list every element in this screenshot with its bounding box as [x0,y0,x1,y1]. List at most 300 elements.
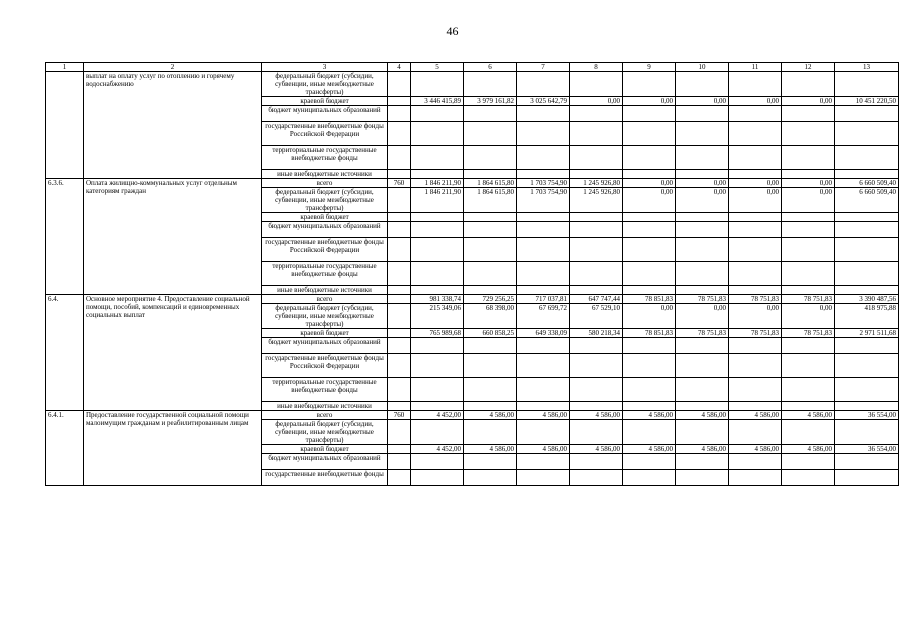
value-cell [835,213,899,222]
grbs-code [388,106,411,122]
value-cell: 4 586,00 [782,411,835,420]
value-cell [729,238,782,262]
value-cell [570,454,623,470]
value-cell [782,378,835,402]
value-cell [623,402,676,411]
value-cell: 1 864 615,80 [464,188,517,213]
value-cell: 0,00 [676,179,729,188]
value-cell [623,238,676,262]
grbs-code [388,238,411,262]
value-cell [782,106,835,122]
value-cell [411,402,464,411]
row-name: Предоставление государственной социальной помощи малоимущим гражданам и реабилитированным лицам [84,411,262,486]
value-cell [676,338,729,354]
value-cell [729,338,782,354]
value-cell [464,146,517,170]
funding-source: бюджет муниципальных образований [262,222,388,238]
value-cell [623,122,676,146]
funding-source: иные внебюджетные источники [262,286,388,295]
row-name: Основное мероприятие 4. Предоставление социальной помощи, пособий, компенсаций и единовременных социальных выплат [84,295,262,411]
value-cell [623,470,676,486]
value-cell: 4 586,00 [570,445,623,454]
value-cell [517,222,570,238]
grbs-code [388,286,411,295]
value-cell [782,122,835,146]
value-cell: 6 660 509,40 [835,179,899,188]
value-cell [570,222,623,238]
grbs-code [388,122,411,146]
grbs-code [388,378,411,402]
value-cell: 0,00 [729,304,782,329]
value-cell [782,146,835,170]
value-cell [835,222,899,238]
table-body [46,63,899,486]
grbs-code: 760 [388,411,411,420]
table-row [46,179,899,188]
value-cell [782,354,835,378]
value-cell: 0,00 [729,179,782,188]
value-cell [464,106,517,122]
value-cell [464,338,517,354]
funding-source: иные внебюджетные источники [262,402,388,411]
value-cell [676,106,729,122]
value-cell: 660 858,25 [464,329,517,338]
funding-source: краевой бюджет [262,329,388,338]
value-cell [411,378,464,402]
value-cell: 4 586,00 [729,445,782,454]
value-cell: 4 586,00 [676,445,729,454]
value-cell [729,354,782,378]
value-cell [517,72,570,97]
value-cell [517,286,570,295]
value-cell [676,262,729,286]
column-number-row [46,63,899,72]
grbs-code [388,262,411,286]
value-cell: 418 975,88 [835,304,899,329]
value-cell: 1 846 211,90 [411,179,464,188]
value-cell [835,470,899,486]
value-cell [835,420,899,445]
value-cell: 1 703 754,90 [517,179,570,188]
funding-source: иные внебюджетные источники [262,170,388,179]
value-cell [411,170,464,179]
value-cell [464,470,517,486]
value-cell: 10 451 220,50 [835,97,899,106]
value-cell [517,402,570,411]
value-cell [570,286,623,295]
value-cell: 1 846 211,90 [411,188,464,213]
value-cell: 0,00 [782,179,835,188]
value-cell [570,420,623,445]
value-cell [411,454,464,470]
value-cell [835,72,899,97]
grbs-code [388,304,411,329]
value-cell [729,470,782,486]
value-cell: 36 554,00 [835,411,899,420]
value-cell [729,222,782,238]
value-cell [411,238,464,262]
value-cell [411,470,464,486]
value-cell [729,262,782,286]
value-cell [782,454,835,470]
value-cell [676,354,729,378]
value-cell [676,454,729,470]
value-cell: 0,00 [623,188,676,213]
value-cell [623,338,676,354]
value-cell [411,354,464,378]
value-cell: 717 037,81 [517,295,570,304]
grbs-code [388,329,411,338]
column-number: 1 [46,63,84,72]
value-cell: 729 256,25 [464,295,517,304]
funding-source: федеральный бюджет (субсидии, субвенции, иные межбюджетные трансферты) [262,304,388,329]
value-cell: 78 751,83 [676,329,729,338]
column-number: 12 [782,63,835,72]
value-cell [464,238,517,262]
value-cell: 580 218,34 [570,329,623,338]
value-cell: 4 586,00 [517,445,570,454]
value-cell: 2 971 511,68 [835,329,899,338]
value-cell: 4 586,00 [623,411,676,420]
value-cell [464,72,517,97]
funding-source: территориальные государственные внебюджетные фонды [262,378,388,402]
value-cell [782,213,835,222]
value-cell [623,170,676,179]
grbs-code [388,170,411,179]
value-cell [835,402,899,411]
value-cell [517,378,570,402]
value-cell [623,222,676,238]
value-cell: 0,00 [729,97,782,106]
value-cell [464,222,517,238]
funding-source: государственные внебюджетные фонды Российской Федерации [262,354,388,378]
value-cell [464,378,517,402]
value-cell [517,238,570,262]
value-cell [517,213,570,222]
value-cell [570,146,623,170]
value-cell [623,72,676,97]
value-cell [676,402,729,411]
column-number: 7 [517,63,570,72]
value-cell [676,222,729,238]
value-cell [517,470,570,486]
funding-source: федеральный бюджет (субсидии, субвенции, иные межбюджетные трансферты) [262,188,388,213]
value-cell [411,222,464,238]
value-cell [729,454,782,470]
value-cell [835,286,899,295]
value-cell [782,262,835,286]
funding-source: бюджет муниципальных образований [262,454,388,470]
grbs-code [388,213,411,222]
value-cell: 0,00 [782,97,835,106]
value-cell [782,170,835,179]
value-cell [729,122,782,146]
grbs-code [388,222,411,238]
value-cell [411,122,464,146]
value-cell [835,238,899,262]
grbs-code [388,338,411,354]
value-cell [676,122,729,146]
value-cell: 36 554,00 [835,445,899,454]
funding-source: краевой бюджет [262,213,388,222]
grbs-code [388,72,411,97]
column-number: 13 [835,63,899,72]
value-cell: 3 025 642,79 [517,97,570,106]
value-cell [411,146,464,170]
value-cell [411,106,464,122]
value-cell [835,122,899,146]
value-cell: 68 398,00 [464,304,517,329]
funding-source: всего [262,295,388,304]
value-cell: 0,00 [676,97,729,106]
value-cell [464,213,517,222]
funding-source: всего [262,179,388,188]
value-cell [835,378,899,402]
value-cell: 1 245 926,80 [570,188,623,213]
value-cell [517,170,570,179]
value-cell: 78 851,83 [623,329,676,338]
value-cell [570,338,623,354]
value-cell [623,286,676,295]
funding-source: бюджет муниципальных образований [262,106,388,122]
value-cell [570,170,623,179]
value-cell [835,106,899,122]
funding-source: краевой бюджет [262,97,388,106]
value-cell [835,454,899,470]
value-cell: 649 338,09 [517,329,570,338]
value-cell: 78 851,83 [623,295,676,304]
value-cell: 4 586,00 [464,411,517,420]
funding-source: федеральный бюджет (субсидии, субвенции, иные межбюджетные трансферты) [262,420,388,445]
row-name: Оплата жилищно-коммунальных услуг отдельным категориям граждан [84,179,262,295]
value-cell [782,402,835,411]
value-cell [411,420,464,445]
table-row [46,295,899,304]
value-cell [676,238,729,262]
value-cell [623,420,676,445]
value-cell: 0,00 [782,304,835,329]
value-cell [517,122,570,146]
row-code: 6.4. [46,295,84,411]
table-row [46,411,899,420]
value-cell [623,378,676,402]
value-cell [782,222,835,238]
value-cell [411,262,464,286]
value-cell [464,122,517,146]
value-cell [623,106,676,122]
value-cell [782,238,835,262]
grbs-code [388,402,411,411]
funding-source: территориальные государственные внебюджетные фонды [262,146,388,170]
column-number: 10 [676,63,729,72]
value-cell [623,213,676,222]
value-cell [517,454,570,470]
value-cell: 3 979 161,82 [464,97,517,106]
value-cell: 4 586,00 [517,411,570,420]
value-cell: 67 699,72 [517,304,570,329]
value-cell: 0,00 [623,179,676,188]
column-number: 6 [464,63,517,72]
funding-source: государственные внебюджетные фонды Российской Федерации [262,238,388,262]
value-cell [411,72,464,97]
column-number: 2 [84,63,262,72]
value-cell: 4 452,00 [411,411,464,420]
funding-source: краевой бюджет [262,445,388,454]
value-cell [676,286,729,295]
value-cell [411,213,464,222]
value-cell [623,454,676,470]
grbs-code [388,97,411,106]
value-cell: 4 586,00 [623,445,676,454]
value-cell: 4 586,00 [782,445,835,454]
grbs-code [388,420,411,445]
value-cell [676,170,729,179]
value-cell: 78 751,83 [782,329,835,338]
value-cell [782,470,835,486]
value-cell [729,402,782,411]
value-cell [464,170,517,179]
value-cell [782,338,835,354]
value-cell [676,378,729,402]
column-number: 3 [262,63,388,72]
value-cell [623,262,676,286]
column-number: 9 [623,63,676,72]
value-cell [782,420,835,445]
column-number: 4 [388,63,411,72]
value-cell [623,146,676,170]
value-cell [729,286,782,295]
value-cell [676,146,729,170]
value-cell: 647 747,44 [570,295,623,304]
funding-source: территориальные государственные внебюджетные фонды [262,262,388,286]
funding-source: федеральный бюджет (субсидии, субвенции, иные межбюджетные трансферты) [262,72,388,97]
value-cell: 0,00 [623,304,676,329]
value-cell [570,378,623,402]
value-cell [729,72,782,97]
grbs-code [388,295,411,304]
value-cell [570,238,623,262]
value-cell [782,286,835,295]
value-cell: 765 989,68 [411,329,464,338]
value-cell: 4 586,00 [464,445,517,454]
value-cell [676,72,729,97]
value-cell [570,213,623,222]
value-cell: 4 452,00 [411,445,464,454]
value-cell: 67 529,10 [570,304,623,329]
value-cell [464,454,517,470]
value-cell [570,122,623,146]
value-cell [835,170,899,179]
table-row [46,72,899,97]
row-code: 6.3.6. [46,179,84,295]
value-cell: 0,00 [676,304,729,329]
value-cell [570,72,623,97]
funding-source: государственные внебюджетные фонды Российской Федерации [262,122,388,146]
funding-source: всего [262,411,388,420]
value-cell [570,262,623,286]
value-cell: 4 586,00 [676,411,729,420]
value-cell [517,420,570,445]
grbs-code [388,354,411,378]
value-cell: 215 349,06 [411,304,464,329]
value-cell [517,106,570,122]
value-cell [729,378,782,402]
value-cell: 78 751,83 [676,295,729,304]
value-cell [835,354,899,378]
value-cell [835,338,899,354]
value-cell [729,213,782,222]
value-cell: 3 390 487,56 [835,295,899,304]
value-cell [464,402,517,411]
value-cell: 4 586,00 [729,411,782,420]
value-cell [464,262,517,286]
value-cell: 0,00 [782,188,835,213]
value-cell [411,286,464,295]
value-cell [411,338,464,354]
value-cell: 0,00 [676,188,729,213]
value-cell [464,420,517,445]
value-cell [729,106,782,122]
grbs-code [388,445,411,454]
value-cell [835,146,899,170]
value-cell: 78 751,83 [782,295,835,304]
row-code: 6.4.1. [46,411,84,486]
value-cell [570,402,623,411]
value-cell [676,420,729,445]
value-cell [623,354,676,378]
row-code [46,72,84,179]
row-name: выплат на оплату услуг по отоплению и горячему водоснабжению [84,72,262,179]
value-cell [729,170,782,179]
value-cell [570,354,623,378]
value-cell: 0,00 [570,97,623,106]
grbs-code [388,188,411,213]
value-cell: 1 245 926,80 [570,179,623,188]
value-cell [729,420,782,445]
funding-source: государственные внебюджетные фонды [262,470,388,486]
value-cell [570,106,623,122]
value-cell: 0,00 [623,97,676,106]
budget-table [45,62,899,486]
value-cell: 1 864 615,80 [464,179,517,188]
page-number: 46 [446,24,459,38]
value-cell: 78 751,83 [729,329,782,338]
value-cell [517,262,570,286]
value-cell [782,72,835,97]
value-cell [464,286,517,295]
column-number: 8 [570,63,623,72]
value-cell [517,354,570,378]
value-cell: 3 446 415,89 [411,97,464,106]
value-cell: 6 660 509,40 [835,188,899,213]
value-cell [517,146,570,170]
value-cell [676,213,729,222]
value-cell: 1 703 754,90 [517,188,570,213]
value-cell: 0,00 [729,188,782,213]
grbs-code [388,470,411,486]
grbs-code: 760 [388,179,411,188]
column-number: 11 [729,63,782,72]
value-cell: 4 586,00 [570,411,623,420]
value-cell: 981 338,74 [411,295,464,304]
value-cell [729,146,782,170]
value-cell [464,354,517,378]
funding-source: бюджет муниципальных образований [262,338,388,354]
grbs-code [388,146,411,170]
value-cell [835,262,899,286]
value-cell [517,338,570,354]
grbs-code [388,454,411,470]
